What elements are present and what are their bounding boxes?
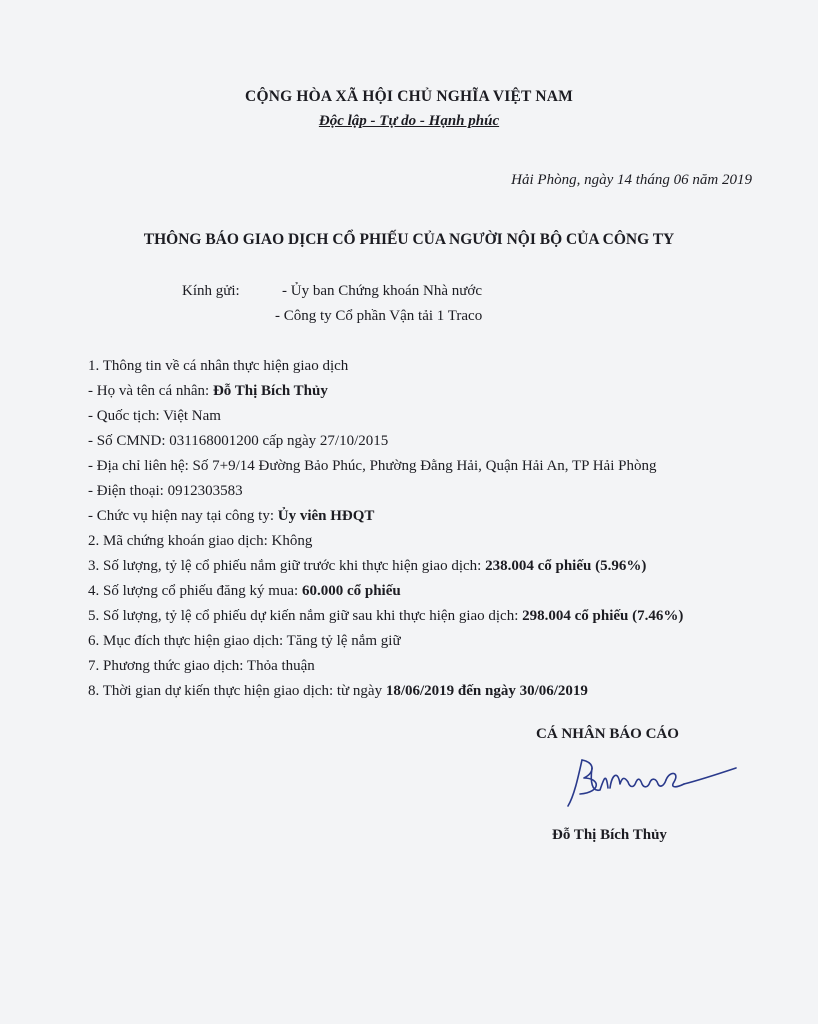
document-title: THÔNG BÁO GIAO DỊCH CỔ PHIẾU CỦA NGƯỜI NỘI BỘ CỦA CÔNG TY xyxy=(143,231,675,248)
period-label: 8. Thời gian dự kiến thực hiện giao dịch: từ ngày xyxy=(88,683,386,699)
recipient-2: - Công ty Cổ phần Vận tải 1 Traco xyxy=(275,308,483,324)
section-1-heading: 1. Thông tin về cá nhân thực hiện giao dịch xyxy=(88,358,349,374)
holding-before-line xyxy=(88,558,646,575)
phone-line: - Điện thoại: 0912303583 xyxy=(88,483,243,499)
national-motto: Độc lập - Tự do - Hạnh phúc xyxy=(318,113,500,129)
national-title: CỘNG HÒA XÃ HỘI CHỦ NGHĨA VIỆT NAM xyxy=(245,88,573,105)
signature-title: CÁ NHÂN BÁO CÁO xyxy=(536,726,679,742)
recipients-label: Kính gửi: xyxy=(182,283,240,299)
handwritten-signature xyxy=(560,748,740,818)
holding-after-value: 298.004 cổ phiếu (7.46%) xyxy=(522,608,684,624)
date-line: Hải Phòng, ngày 14 tháng 06 năm 2019 xyxy=(511,172,752,188)
position-value: Ủy viên HĐQT xyxy=(277,508,375,524)
registered-buy-line xyxy=(88,583,401,600)
registered-buy-value: 60.000 cổ phiếu xyxy=(301,583,401,599)
stock-code-line: 2. Mã chứng khoán giao dịch: Không xyxy=(88,533,313,549)
address-line: - Địa chỉ liên hệ: Số 7+9/14 Đường Bảo Phúc, Phường Đằng Hải, Quận Hải An, TP Hải Phòng xyxy=(88,458,657,474)
holding-after-line xyxy=(88,608,683,625)
method-line: 7. Phương thức giao dịch: Thỏa thuận xyxy=(88,658,315,674)
registered-buy-label: 4. Số lượng cổ phiếu đăng ký mua: xyxy=(88,583,302,599)
holding-before-value: 238.004 cổ phiếu (5.96%) xyxy=(485,558,647,574)
position-line xyxy=(88,508,374,525)
recipient-1: - Ủy ban Chứng khoán Nhà nước xyxy=(282,283,482,299)
full-name-value: Đỗ Thị Bích Thủy xyxy=(212,383,328,399)
period-line xyxy=(88,683,588,700)
nationality-line: - Quốc tịch: Việt Nam xyxy=(88,408,221,424)
signer-name: Đỗ Thị Bích Thủy xyxy=(552,827,667,843)
full-name-line xyxy=(88,383,328,400)
purpose-line: 6. Mục đích thực hiện giao dịch: Tăng tỷ lệ nắm giữ xyxy=(88,633,401,649)
id-card-line: - Số CMND: 031168001200 cấp ngày 27/10/2015 xyxy=(88,433,389,449)
full-name-label: - Họ và tên cá nhân: xyxy=(88,383,213,399)
period-value: 18/06/2019 đến ngày 30/06/2019 xyxy=(385,683,588,699)
holding-before-label: 3. Số lượng, tỷ lệ cổ phiếu nắm giữ trước khi thực hiện giao dịch: xyxy=(88,558,486,574)
position-label: - Chức vụ hiện nay tại công ty: xyxy=(88,508,278,524)
holding-after-label: 5. Số lượng, tỷ lệ cổ phiếu dự kiến nắm giữ sau khi thực hiện giao dịch: xyxy=(88,608,523,624)
